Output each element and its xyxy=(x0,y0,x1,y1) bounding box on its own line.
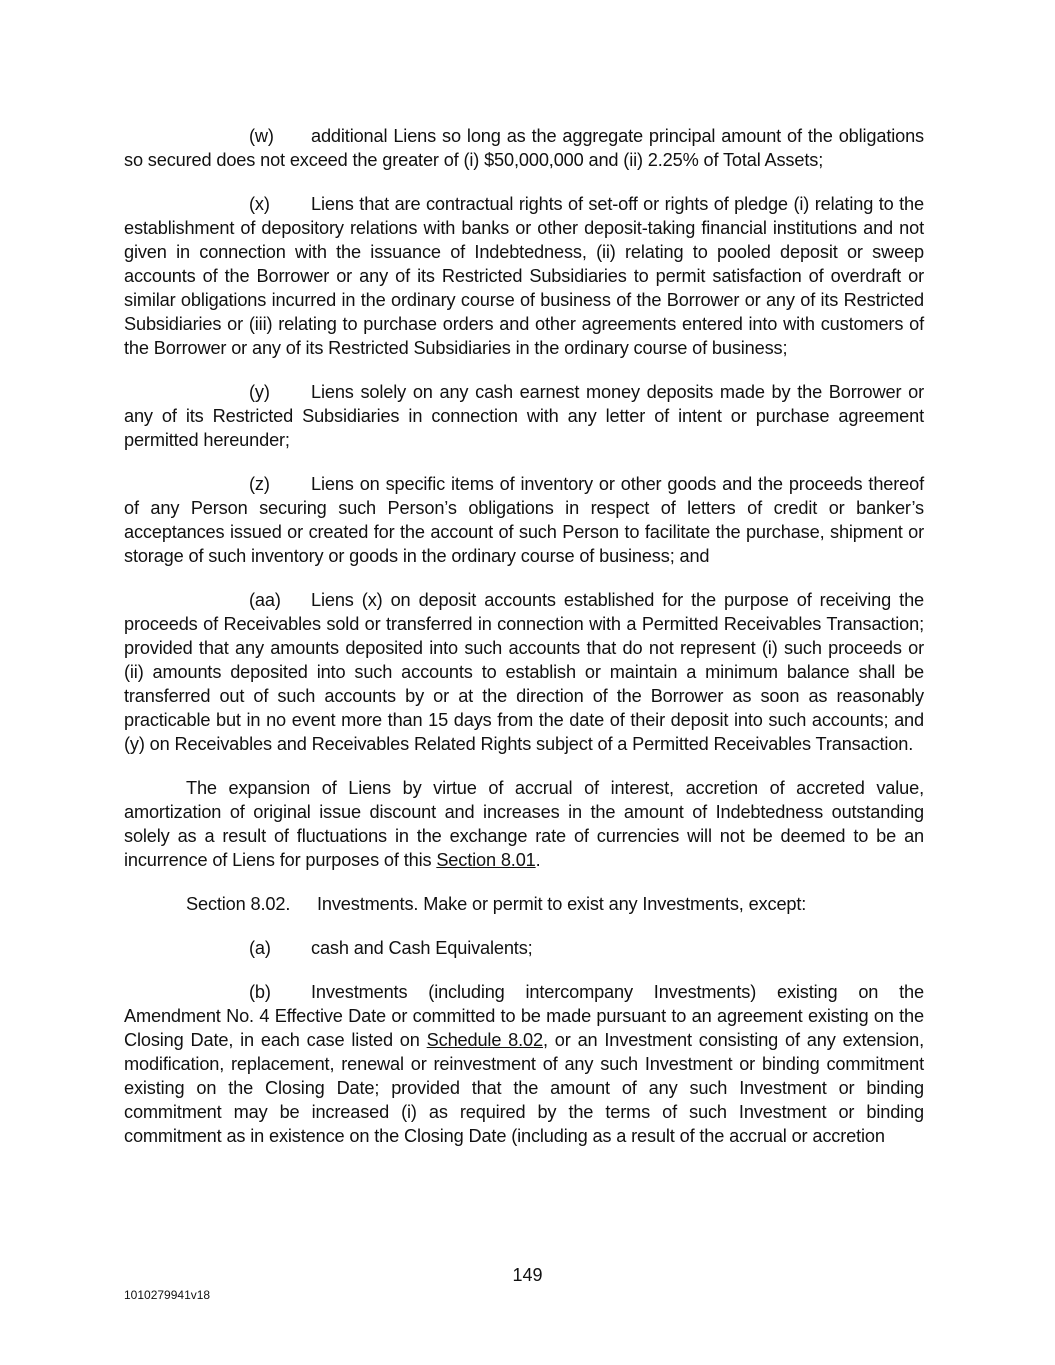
clause-w-marker: (w) xyxy=(249,126,274,146)
clause-x-marker: (x) xyxy=(249,194,270,214)
clause-802-a-text: cash and Cash Equivalents; xyxy=(311,938,533,958)
schedule-802-reference: Schedule 8.02 xyxy=(426,1030,543,1050)
clause-z-text: Liens on specific items of inventory or other goods and the proceeds thereof of any Person securing such Person’s obligations in respect of letters of credit or banker’s acceptances issued or created for the account of such Person to facilitate the purchase, shipment or storage of such inventory or goods in the ordinary course of business; and xyxy=(124,474,924,566)
document-id: 1010279941v18 xyxy=(124,1288,211,1302)
clause-aa-marker: (aa) xyxy=(249,590,281,610)
expansion-text: The expansion of Liens by virtue of accrual of interest, accretion of accreted value, amortization of original issue discount and increases in the amount of Indebtedness outstanding solely as a result of fluctuations in the exchange rate of currencies will not be deemed to be an incurrence of Liens for purposes of this xyxy=(124,778,924,870)
expansion-text-end: . xyxy=(535,850,541,870)
clause-aa-text: Liens (x) on deposit accounts established for the purpose of receiving the proceeds of Receivables sold or transferred in connection with a Permitted Receivables Transaction; provided that any amounts deposited into such accounts that do not represent (i) such proceeds or (ii) amounts deposited into such accounts to establish or maintain a minimum balance shall be transferred out of such accounts by or at the direction of the Borrower as soon as reasonably practicable but in no event more than 15 days from the date of their deposit into such accounts; and (y) on Receivables and Receivables Related Rights subject of a Permitted Receivables Transaction. xyxy=(124,590,924,754)
clause-y-marker: (y) xyxy=(249,382,270,402)
clause-z-marker: (z) xyxy=(249,474,270,494)
section-802-heading xyxy=(186,892,924,916)
clause-w xyxy=(124,124,924,172)
page-number: 149 xyxy=(512,1265,543,1285)
clause-802-a xyxy=(249,936,924,960)
section-802-title: Investments. Make or permit to exist any Investments, except: xyxy=(317,894,807,914)
clause-aa xyxy=(124,588,924,756)
clause-z xyxy=(124,472,924,568)
clause-802-b-text-end: , or an Investment consisting of any extension, modification, replacement, renewal or reinvestment of any such Investment or binding commitment existing on the Closing Date; provided that the amount of any such Investment or binding commitment may be increased (i) as required by the terms of such Investment or binding commitment as in existence on the Closing Date (including as a result of the accrual or accretion xyxy=(124,1030,924,1146)
clause-y xyxy=(124,380,924,452)
clause-x-text: Liens that are contractual rights of set-off or rights of pledge (i) relating to the establishment of depository relations with banks or other deposit-taking financial institutions and not given in connection with the issuance of Indebtedness, (ii) relating to pooled deposit or sweep accounts of the Borrower or any of its Restricted Subsidiaries to permit satisfaction of overdraft or similar obligations incurred in the ordinary course of business of the Borrower or any of its Restricted Subsidiaries or (iii) relating to purchase orders and other agreements entered into with customers of the Borrower or any of its Restricted Subsidiaries in the ordinary course of business; xyxy=(124,194,924,358)
clause-802-b-marker: (b) xyxy=(249,982,271,1002)
clause-y-text: Liens solely on any cash earnest money deposits made by the Borrower or any of its Restricted Subsidiaries in connection with any letter of intent or purchase agreement permitted hereunder; xyxy=(124,382,924,450)
clause-802-a-marker: (a) xyxy=(249,938,271,958)
expansion-paragraph xyxy=(124,776,924,872)
clause-802-b-text: Investments (including intercompany Investments) existing on the Amendment No. 4 Effective Date or committed to be made pursuant to an agreement existing on the Closing Date, in each case listed on xyxy=(124,982,924,1050)
section-801-reference: Section 8.01 xyxy=(436,850,536,870)
clause-w-text: additional Liens so long as the aggregate principal amount of the obligations so secured does not exceed the greater of (i) $50,000,000 and (ii) 2.25% of Total Assets; xyxy=(124,126,924,170)
section-802-number: Section 8.02. xyxy=(186,894,291,914)
clause-802-b xyxy=(124,980,924,1148)
clause-x xyxy=(124,192,924,360)
page-body xyxy=(124,124,924,1168)
